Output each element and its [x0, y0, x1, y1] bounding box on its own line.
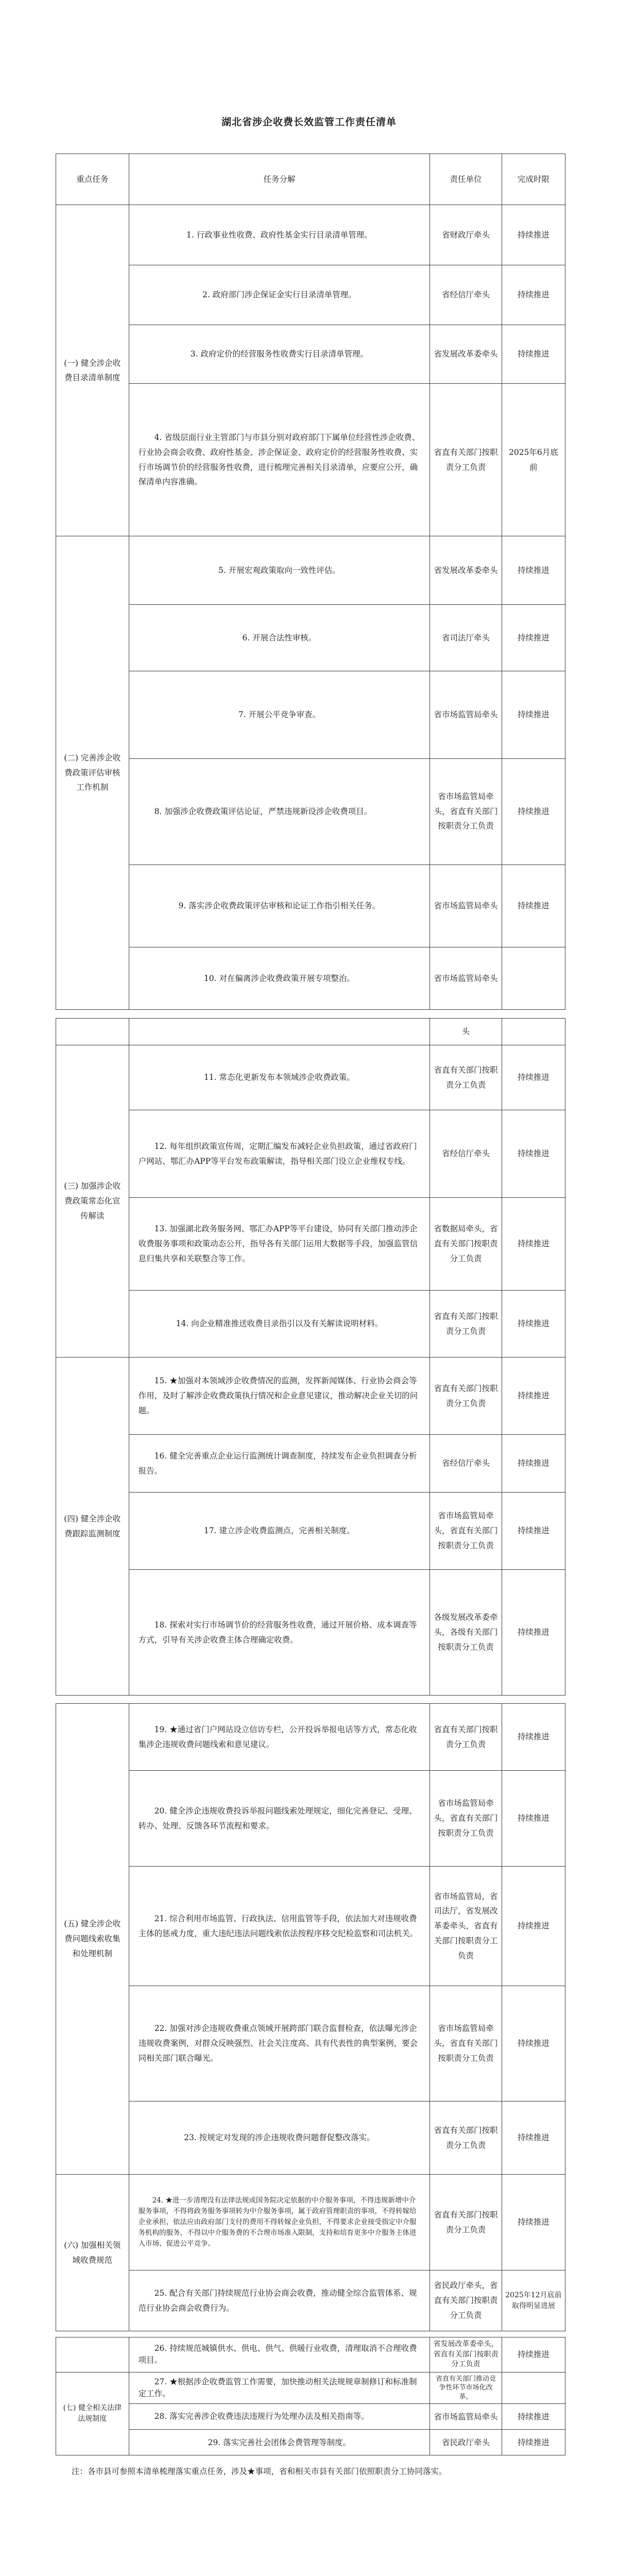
task-text	[129, 1019, 430, 1045]
task-text: 12. 每年组织政策宣传周，定期汇编发布减轻企业负担政策，通过省政府门户网站、鄂汇办APP等平台发布政策解读，指导相关部门设立企业维权专线。	[129, 1110, 430, 1198]
task-unit: 省直有关部门按职责分工负责	[430, 384, 502, 536]
task-text: 21. 综合利用市场监管、行政执法、信用监管等手段，依法加大对违规收费主体的惩戒力度，重大违纪违法问题线索依法按程序移交纪检监察和司法机关。	[129, 1867, 430, 1986]
task-text: 9. 落实涉企收费政策评估审核和论证工作指引相关任务。	[129, 865, 430, 947]
task-text: 14. 向企业精准推送收费目录指引以及有关解读说明材料。	[129, 1291, 430, 1358]
task-unit: 省数据局牵头，省直有关部门按职责分工负责	[430, 1198, 502, 1291]
task-unit: 省市场监管局牵头，省直有关部门按职责分工负责	[430, 1493, 502, 1570]
task-deadline: 持续推进	[502, 265, 565, 325]
task-text: 5. 开展宏观政策取向一致性评估。	[129, 536, 430, 604]
task-unit: 省经信厅牵头	[430, 1435, 502, 1493]
task-unit: 省直有关部门按职责分工负责	[430, 1358, 502, 1435]
document-title: 湖北省涉企收费长效监管工作责任清单	[221, 116, 397, 128]
task-deadline: 持续推进	[502, 2430, 565, 2455]
task-text: 19. ★通过省门户网站设立信访专栏，公开投诉举报电话等方式，常态化收集涉企违规收费问题线索和意见建议。	[129, 1704, 430, 1771]
task-text: 6. 开展合法性审核。	[129, 605, 430, 671]
task-deadline: 持续推进	[502, 1771, 565, 1867]
section-label: (五) 健全涉企收费问题线索收集和处理机制	[56, 1704, 129, 2175]
task-unit: 省发展改革委牵头	[430, 325, 502, 384]
task-unit: 省民政厅牵头，省直有关部门按职责分工负责	[430, 2270, 502, 2331]
task-text: 18. 探索对实行市场调节价的经营服务性收费，通过开展价格、成本调查等方式，引导有关涉企收费主体合理确定收费。	[129, 1570, 430, 1696]
task-deadline: 持续推进	[502, 536, 565, 604]
task-deadline: 持续推进	[502, 1986, 565, 2102]
task-text: 28. 落实完善涉企收费违法违规行为处理办法及相关指南等。	[129, 2404, 430, 2430]
task-text: 3. 政府定价的经营服务性收费实行目录清单管理。	[129, 325, 430, 384]
task-unit: 省市场监管局牵头	[430, 2404, 502, 2430]
task-unit: 头	[430, 1019, 502, 1045]
task-unit: 省市场监管局牵头，省直有关部门按职责分工负责	[430, 1986, 502, 2102]
task-unit: 省市场监管局牵头	[430, 947, 502, 1009]
task-text: 15. ★加强对本领域涉企收费情况的监测，发挥新闻媒体、行业协会商会等作用，及时了解涉企收费政策执行情况和企业意见建议，推动解决企业关切的问题。	[129, 1358, 430, 1435]
task-text: 26. 持续规范城镇供水、供电、供气、供暖行业收费，清理取消不合理收费项目。	[129, 2337, 430, 2372]
task-deadline: 持续推进	[502, 2337, 565, 2372]
task-unit: 省直有关部门按职责分工负责	[430, 1291, 502, 1358]
section-label: (六) 加强相关领域收费规范	[56, 2175, 129, 2331]
task-deadline: 持续推进	[502, 1291, 565, 1358]
responsibility-table-page-1	[56, 154, 565, 1010]
task-deadline: 持续推进	[502, 758, 565, 865]
task-text: 16. 健全完善重点企业运行监测统计调查制度，持续发布企业负担调查分析报告。	[129, 1435, 430, 1493]
task-text: 27. ★根据涉企收费监管工作需要，加快推动相关法规规章制修订和标准制定工作。	[129, 2372, 430, 2404]
responsibility-table-page-3	[56, 1703, 565, 2331]
task-text: 7. 开展公平竞争审查。	[129, 671, 430, 758]
task-deadline	[502, 2372, 565, 2404]
task-text: 8. 加强涉企收费政策评估论证，严禁违规新设涉企收费项目。	[129, 758, 430, 865]
task-deadline: 持续推进	[502, 671, 565, 758]
responsibility-table-page-4	[56, 2337, 565, 2455]
task-unit: 省市场监管局牵头，省直有关部门按职责分工负责	[430, 1771, 502, 1867]
task-unit: 省民政厅牵头	[430, 2430, 502, 2455]
task-unit: 省市场监管局牵头	[430, 865, 502, 947]
header-responsible-unit: 责任单位	[430, 154, 502, 205]
task-text: 1. 行政事业性收费、政府性基金实行目录清单管理。	[129, 205, 430, 265]
footnote: 注：各市县可参照本清单梳理落实重点任务，涉及★事项，省和相关市县有关部门依照职责分工协同落实。	[72, 2467, 447, 2476]
task-deadline: 持续推进	[502, 2404, 565, 2430]
section-label: (七) 健全相关法律法规制度	[56, 2372, 129, 2455]
task-deadline: 2025年12月底前取得明显进展	[502, 2270, 565, 2331]
task-deadline: 2025年6月底前	[502, 384, 565, 536]
task-unit: 省市场监管局牵头，省直有关部门按职责分工负责	[430, 758, 502, 865]
task-deadline: 持续推进	[502, 605, 565, 671]
task-deadline: 持续推进	[502, 2175, 565, 2270]
task-deadline: 持续推进	[502, 205, 565, 265]
task-unit: 各级发展改革委牵头，各级有关部门按职责分工负责	[430, 1570, 502, 1696]
task-deadline: 持续推进	[502, 1110, 565, 1198]
header-task-breakdown: 任务分解	[129, 154, 430, 205]
task-deadline: 持续推进	[502, 1045, 565, 1110]
task-text: 11. 常态化更新发布本领域涉企收费政策。	[129, 1045, 430, 1110]
task-unit: 省经信厅牵头	[430, 265, 502, 325]
task-unit: 省发展改革委牵头	[430, 536, 502, 604]
task-unit: 省发展改革委牵头，省直有关部门按职责分工负责	[430, 2337, 502, 2372]
task-text: 2. 政府部门涉企保证金实行目录清单管理。	[129, 265, 430, 325]
task-unit: 省财政厅牵头	[430, 205, 502, 265]
task-unit: 省市场监管局，省司法厅，省发展改革委牵头，省直有关部门按职责分工负责	[430, 1867, 502, 1986]
task-unit: 省直有关部门按职责分工负责	[430, 2102, 502, 2175]
task-unit: 省直有关部门按职责分工负责	[430, 2175, 502, 2270]
task-deadline: 持续推进	[502, 1358, 565, 1435]
task-deadline: 持续推进	[502, 1867, 565, 1986]
task-text: 17. 建立涉企收费监测点，完善相关制度。	[129, 1493, 430, 1570]
task-unit: 省市场监管局牵头	[430, 671, 502, 758]
task-deadline: 持续推进	[502, 1435, 565, 1493]
task-text: 13. 加强湖北政务服务网、鄂汇办APP等平台建设，协同有关部门推动涉企收费服务事项和政策动态公开，指导各有关部门运用大数据等手段，加强监管信息归集共享和关联整合等工作。	[129, 1198, 430, 1291]
section-label: (二) 完善涉企收费政策评估审核工作机制	[56, 536, 129, 1009]
section-label: (四) 健全涉企收费跟踪监测制度	[56, 1358, 129, 1696]
task-unit: 省直有关部门推动竞争性环节市场化改革。	[430, 2372, 502, 2404]
task-deadline	[502, 947, 565, 1009]
task-text: 22. 加强对涉企违规收费重点领域开展跨部门联合监督检查，依法曝光涉企违规收费案例，对群众反映强烈、社会关注度高、具有代表性的典型案例，要会同相关部门联合曝光。	[129, 1986, 430, 2102]
task-text: 4. 省级层面行业主管部门与市县分别对政府部门下属单位经营性涉企收费、行业协会商会收费、政府性基金、涉企保证金、政府定价的经营服务性收费、实行市场调节价的经营服务性收费，进行梳理完善相关目录清单，应要应公开，确保清单内容准确。	[129, 384, 430, 536]
task-unit: 省直有关部门按职责分工负责	[430, 1704, 502, 1771]
section-label: (三) 加强涉企收费政策常态化宣传解读	[56, 1045, 129, 1358]
task-deadline: 持续推进	[502, 1704, 565, 1771]
header-deadline: 完成时限	[502, 154, 565, 205]
task-text: 23. 按规定对发现的涉企违规收费问题督促整改落实。	[129, 2102, 430, 2175]
task-unit: 省司法厅牵头	[430, 605, 502, 671]
task-text: 20. 健全涉企违规收费投诉举报问题线索处理规定，细化完善登记、受理、转办、处理、反馈各环节流程和要求。	[129, 1771, 430, 1867]
task-deadline	[502, 1019, 565, 1045]
task-deadline: 持续推进	[502, 2102, 565, 2175]
task-unit: 省直有关部门按职责分工负责	[430, 1045, 502, 1110]
task-text: 24. ★进一步清理没有法律法规或国务院决定依据的中介服务事项，不得违规新增中介服务事项，不得将政务服务事项转为中介服务事项，属于政府管理职责的事项，不得转嫁给企业承担，依法应由政府部门支付的费用不得转嫁企业负担，不得要求企业接受指定中介服务机构的服务，不得以中介服务费的不合理市场准入限制，支持和培育更多中介服务主体进入市场、促进公平竞争。	[129, 2175, 430, 2270]
responsibility-table-page-2	[56, 1018, 565, 1696]
task-deadline: 持续推进	[502, 325, 565, 384]
task-deadline: 持续推进	[502, 1198, 565, 1291]
task-unit: 省经信厅牵头	[430, 1110, 502, 1198]
task-text: 10. 对在偏离涉企收费政策开展专项整治。	[129, 947, 430, 1009]
task-deadline: 持续推进	[502, 1493, 565, 1570]
task-text: 29. 落实完善社会团体会费管理等制度。	[129, 2430, 430, 2455]
section-label: (一) 健全涉企收费目录清单制度	[56, 205, 129, 536]
task-deadline: 持续推进	[502, 865, 565, 947]
task-text: 25. 配合有关部门持续规范行业协会商会收费，推动健全综合监管体系、规范行业协会商会收费行为。	[129, 2270, 430, 2331]
header-key-task: 重点任务	[56, 154, 129, 205]
task-deadline: 持续推进	[502, 1570, 565, 1696]
